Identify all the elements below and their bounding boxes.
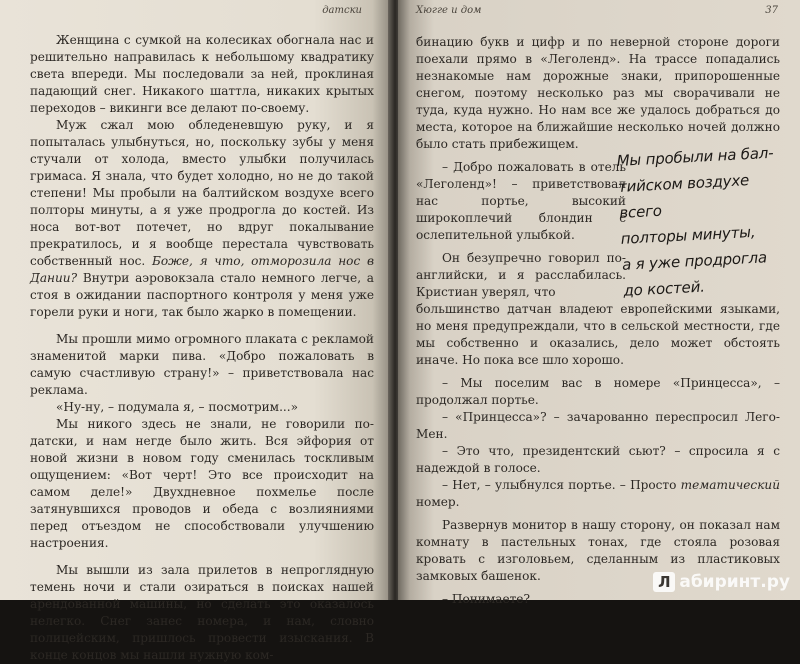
handwritten-quote — [616, 139, 800, 304]
right-running-head — [416, 4, 780, 18]
italic-phrase: Боже, я что, отморозила нос в Дании? — [30, 254, 374, 285]
paragraph — [30, 117, 374, 321]
paragraph: Женщина с сумкой на колесиках обогнала нас и решительно направилась к небольшому квадратику света впереди. Мы последовали за ней, проклиная падающий снег. Никакого шаттла, никаких крытых переходов – викинги все делают по-своему. — [30, 33, 374, 115]
quote-line: полторы минуты, — [620, 222, 756, 248]
paragraph-text: Внутри аэровокзала стало немного легче, а стоя в ожидании паспортного контроля у меня уже горели руки и ноги, так было жарко в помещении. — [30, 271, 374, 319]
left-running-head: датски — [322, 5, 362, 16]
paragraph: большинство датчан владеют европейскими языками, но меня предупреждали, что в сельской местности, где мы собственно и оказались, дело может обстоять иначе. Но пока все шло хорошо. — [416, 302, 780, 367]
quote-line: а я уже продрогла — [621, 248, 768, 274]
paragraph: бинацию букв и цифр и по неверной стороне дороги поехали прямо в «Леголенд». На трассе попадались незнакомые нам дорожные знаки, припорошенные снегом, поэтому несколько раз мы сворачивали не туда, куда нужно. Но нам все же удалось добраться до места, которое на ближайшие несколько ночей должно было стать прибежищем. — [416, 35, 780, 151]
running-head-title: Хюгге и дом — [416, 5, 482, 16]
right-page-text — [416, 34, 780, 608]
paragraph-text: Муж сжал мою обледеневшую руку, и я попыталась улыбнуться, но, поскольку зубы у меня стучали от холода, вместо улыбки получилась гримаса. Я знала, что будет холодно, но не до такой степени! Мы пробыли на балтийском воздухе всего полторы минуты, а я уже продрогла до костей. Из носа вот-вот потечет, но вдруг покалывание прекратилось, и я вообще перестала чувствовать собственный нос. — [30, 118, 374, 268]
paragraph: – Это что, президентский сьют? – спросила я с надеждой в голосе. — [416, 444, 780, 475]
paragraph: – «Принцесса»? – зачарованно переспросил Лего-Мен. — [416, 410, 780, 441]
paragraph: Мы прошли мимо огромного плаката с рекламой знаменитой марки пива. «Добро пожаловать в самую счастливую страну!» – приветствовала нас реклама. — [30, 332, 374, 397]
quote-line: Мы пробыли на бал- — [616, 143, 774, 170]
paragraph: – Понимаете? — [442, 592, 530, 606]
italic-word: тематический — [680, 478, 780, 492]
paragraph: «Ну-ну, – подумала я, – посмотрим...» — [56, 400, 299, 414]
page-number: 37 — [765, 5, 778, 16]
paragraph: Мы вышли из зала прилетов в непроглядную темень ночи и стали озираться в поисках нашей арендованной машины, но сделать это оказалось нелегко. Снег занес номера, и нам, словно полицейским, пришлось провести изыскания. В конце концов мы нашли нужную ком- — [30, 563, 374, 662]
watermark-text: абиринт.ру — [679, 572, 790, 592]
paragraph: – Добро пожаловать в отель «Леголенд»! – приветствовал нас портье, высокий широкоплечий блондин с ослепительной улыбкой. — [416, 160, 626, 242]
paragraph: Развернув монитор в нашу сторону, он показал нам комнату в пастельных тонах, где стояла розовая кровать с изголовьем, сделанным из пластиковых замковых башенок. — [416, 518, 780, 583]
paragraph — [416, 477, 780, 511]
watermark — [653, 572, 790, 592]
left-page-text — [30, 32, 374, 664]
right-page — [398, 0, 800, 606]
quote-line: тийском воздухе всего — [617, 171, 750, 222]
left-page — [0, 0, 392, 662]
quote-line: до костей. — [623, 277, 706, 300]
paragraph-text: номер. — [416, 495, 460, 509]
paragraph: – Мы поселим вас в номере «Принцесса», – продолжал портье. — [416, 376, 780, 407]
paragraph: Мы никого здесь не знали, не говорили по-датски, и нам негде было жить. Вся эйфория от новой жизни в новом году сменилась тоскливым ощущением: «Вот черт! Это все происходит на самом деле!» Двухдневное похмелье после затянувшихся проводов и обеда с возлияниями перед отъездом не способствовали улучшению настроения. — [30, 417, 374, 550]
paragraph-text: – Нет, – улыбнулся портье. – Просто — [442, 478, 681, 492]
paragraph: Он безупречно говорил по-английски, и я расслабилась. Кристиан уверял, что — [416, 251, 626, 299]
labirint-logo-icon: Л — [653, 572, 675, 592]
